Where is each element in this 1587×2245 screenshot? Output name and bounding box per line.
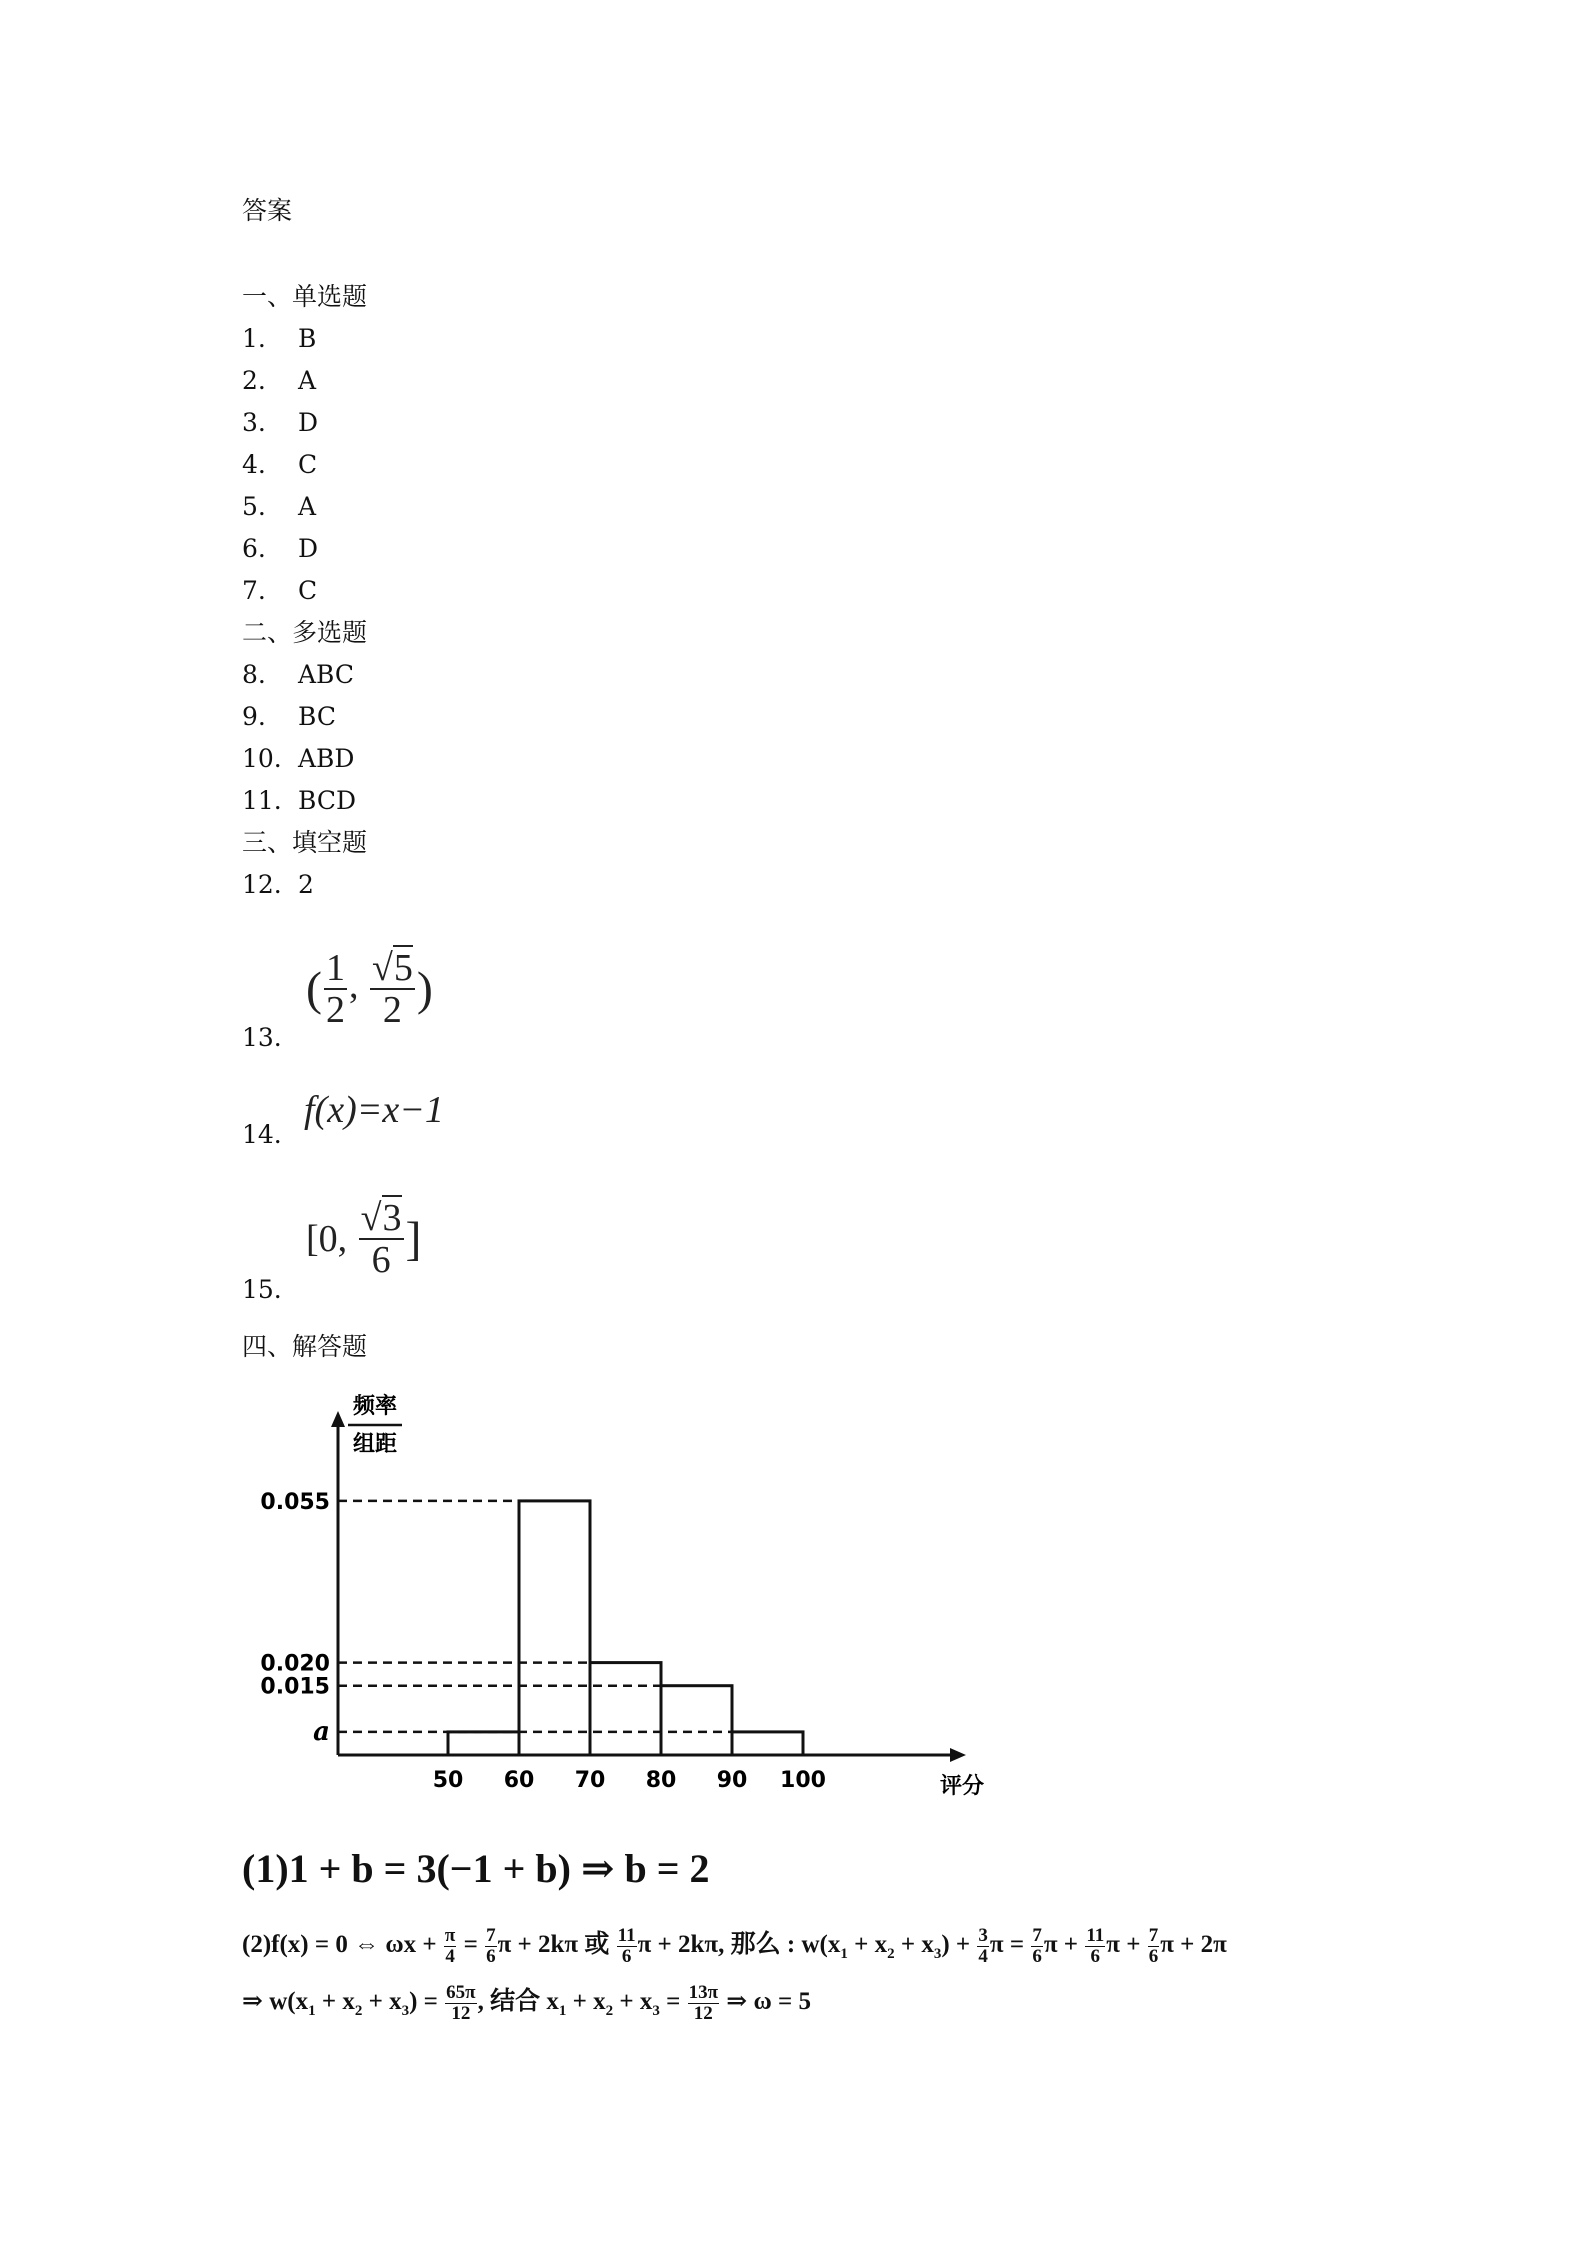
section-heading-fill: 三、填空题: [242, 828, 368, 857]
solution-part-2-line-1: (2)f(x) = 0 ⇔ ωx + $\frac{\pi}{4}$ = $\frac{7}{6}$ π + 2kπ 或 $\frac{11}{6}$ π + 2kπ, 那么 : $w(x_1 + x_2 + x_3)$ + $\frac{3}{4}$ π = $\frac{7}{6}$ π + $\frac{11}{6}$ π + $\frac{7}{6}$ π + 2π: [242, 1924, 1227, 1967]
histogram-bar: [519, 1501, 590, 1755]
histogram-bar: [732, 1732, 803, 1755]
section-heading-answer: 四、解答题: [242, 1332, 368, 1361]
answer-item: 8. ABC: [242, 660, 355, 689]
y-label-bottom: 组距: [352, 1432, 398, 1457]
section-heading-multi: 二、多选题: [242, 618, 368, 647]
y-tick-label: 0.055: [260, 1489, 330, 1515]
histogram-bar: [448, 1732, 519, 1755]
answer-item: 9. BC: [242, 702, 336, 731]
section-heading-single: 一、单选题: [242, 282, 368, 311]
frequency-histogram: [250, 1385, 1000, 1805]
x-tick-label: 80: [645, 1768, 677, 1793]
question-number: 15.: [242, 1275, 282, 1304]
page-title: 答案: [242, 196, 293, 225]
answer-item: 10. ABD: [242, 744, 355, 773]
answer-item: 2. A: [242, 366, 317, 395]
y-tick-label: 0.020: [260, 1651, 330, 1677]
answer-item: 12. 2: [242, 870, 314, 899]
answer-formula-15: [0, $\frac{√3}{6}$ ]: [306, 1197, 422, 1281]
answer-item: 4. C: [242, 450, 318, 479]
x-axis-arrow: [950, 1748, 966, 1762]
x-tick-label: 90: [716, 1768, 748, 1793]
solution-part-1: (1)1 + b = 3(−1 + b) ⇒ b = 2: [242, 1846, 710, 1891]
y-tick-label: 0.015: [260, 1674, 330, 1700]
answer-item: 3. D: [242, 408, 319, 437]
histogram-bar: [590, 1663, 661, 1755]
answer-item: 11. BCD: [242, 786, 357, 815]
x-tick-label: 50: [432, 1768, 464, 1793]
histogram-bar: [661, 1686, 732, 1755]
y-label-top: 频率: [352, 1394, 398, 1419]
answer-item: 5. A: [242, 492, 317, 521]
answer-formula-14: f(x)=x−1: [304, 1089, 444, 1131]
x-tick-label: 60: [503, 1768, 535, 1793]
x-axis-label: 评分: [940, 1774, 985, 1799]
question-number: 13.: [242, 1023, 282, 1052]
answer-item: 7. C: [242, 576, 318, 605]
answer-item: 6. D: [242, 534, 319, 563]
y-axis-arrow: [331, 1411, 345, 1427]
solution-part-2-line-2: ⇒ $w(x_1 + x_2 + x_3)$ = $\frac{65\pi}{12}$ , 结合 $x_1 + x_2 + x_3$ = $\frac{13\pi}{12}$ ⇒ ω = 5: [242, 1981, 811, 2024]
question-number: 14.: [242, 1120, 282, 1149]
x-tick-label: 100: [780, 1768, 826, 1793]
x-tick-label: 70: [574, 1768, 606, 1793]
answer-item: 1. B: [242, 324, 317, 353]
answer-formula-13: ( $\frac{1}{2}$ , $\frac{√5}{2}$ ): [306, 947, 433, 1031]
y-tick-label: a: [313, 1716, 330, 1747]
